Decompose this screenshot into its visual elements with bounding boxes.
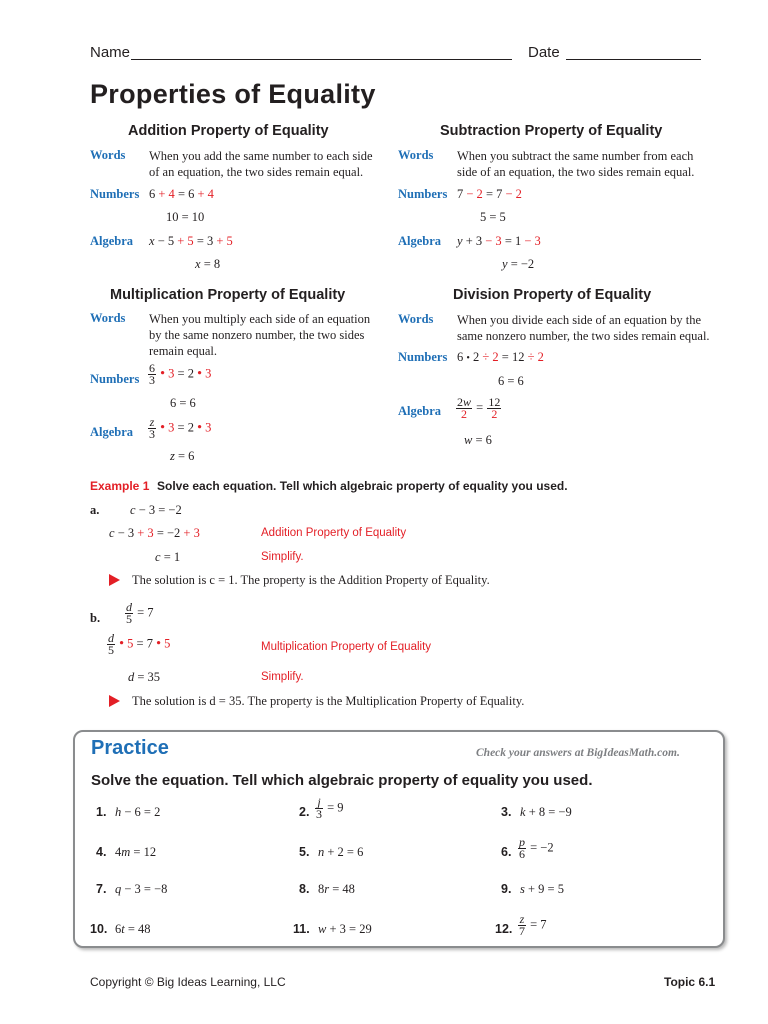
problem-5-equation: n + 2 = 6 <box>318 845 364 859</box>
multiplication-heading: Multiplication Property of Equality <box>110 287 346 303</box>
division-algebra-label: Algebra <box>398 404 442 418</box>
example-instruction: Solve each equation. Tell which algebraic property of equality you used. <box>157 479 568 493</box>
subtraction-algebra-eq: y + 3 − 3 = 1 − 3 <box>457 234 541 248</box>
subtraction-heading: Subtraction Property of Equality <box>440 123 663 139</box>
multiplication-algebra-result: z = 6 <box>170 449 195 463</box>
multiplication-words-label: Words <box>90 311 126 325</box>
problem-8-equation: 8r = 48 <box>318 882 355 896</box>
solution-arrow-icon <box>109 574 120 586</box>
addition-algebra-result: x = 8 <box>195 257 221 271</box>
division-words-label: Words <box>398 312 434 326</box>
practice-check-link[interactable]: Check your answers at BigIdeasMath.com. <box>476 747 680 759</box>
date-label: Date <box>528 44 560 61</box>
example-a-label: a. <box>90 503 100 517</box>
problem-11-equation: w + 3 = 29 <box>318 922 372 936</box>
solution-arrow-icon <box>109 695 120 707</box>
problem-9-number: 9. <box>501 882 512 896</box>
subtraction-numbers-result: 5 = 5 <box>480 210 506 224</box>
example-b-solution: The solution is d = 35. The property is the Multiplication Property of Equality. <box>132 694 525 708</box>
problem-12-number: 12. <box>495 922 513 936</box>
example-b-note1: Multiplication Property of Equality <box>261 641 432 653</box>
problem-2-number: 2. <box>299 805 310 819</box>
example-a-note1: Addition Property of Equality <box>261 527 407 539</box>
division-algebra-result: w = 6 <box>464 433 492 447</box>
subtraction-numbers-label: Numbers <box>398 187 448 201</box>
problem-11-number: 11. <box>293 922 310 936</box>
division-algebra-eq: $\frac{2w}{2}$ = $\frac{12}{2}$ <box>457 395 501 421</box>
example-label: Example 1 <box>90 479 150 493</box>
addition-algebra-eq: x − 5 + 5 = 3 + 5 <box>149 234 233 248</box>
problem-5-number: 5. <box>299 845 310 859</box>
subtraction-algebra-label: Algebra <box>398 234 442 248</box>
addition-numbers-eq: 6 + 4 = 6 + 4 <box>149 187 214 201</box>
addition-numbers-label: Numbers <box>90 187 140 201</box>
problem-4-equation: 4m = 12 <box>115 845 157 859</box>
addition-algebra-label: Algebra <box>90 234 134 248</box>
example-b-step1: $\frac{d}{5}$ • 5 = 7 • 5 <box>108 631 171 657</box>
problem-1-equation: h − 6 = 2 <box>115 805 161 819</box>
division-numbers-result: 6 = 6 <box>498 374 524 388</box>
problem-6-equation: $\frac{p}{6}$ = −2 <box>519 835 554 861</box>
division-words: When you divide each side of an equation by the same nonzero number, the two sides remain equal. <box>457 313 710 343</box>
multiplication-numbers-result: 6 = 6 <box>170 396 196 410</box>
multiplication-numbers-label: Numbers <box>90 372 140 386</box>
problem-1-number: 1. <box>96 805 107 819</box>
multiplication-algebra-label: Algebra <box>90 425 134 439</box>
example-b-label: b. <box>90 611 101 625</box>
example-b-note2: Simplify. <box>261 671 304 683</box>
name-line[interactable] <box>131 59 512 60</box>
problem-3-equation: k + 8 = −9 <box>520 805 572 819</box>
problem-2-equation: $\frac{j}{3}$ = 9 <box>316 795 344 821</box>
practice-instruction: Solve the equation. Tell which algebraic property of equality you used. <box>91 772 593 789</box>
multiplication-numbers-eq: $\frac{6}{3}$ • 3 = 2 • 3 <box>149 361 212 387</box>
subtraction-words-label: Words <box>398 148 434 162</box>
problem-4-number: 4. <box>96 845 107 859</box>
problem-7-equation: q − 3 = −8 <box>115 882 168 896</box>
problem-9-equation: s + 9 = 5 <box>520 882 564 896</box>
topic-label: Topic 6.1 <box>664 975 716 989</box>
problem-8-number: 8. <box>299 882 310 896</box>
example-b-step2: d = 35 <box>128 670 161 684</box>
problem-7-number: 7. <box>96 882 107 896</box>
name-label: Name <box>90 44 131 61</box>
division-numbers-label: Numbers <box>398 350 448 364</box>
subtraction-numbers-eq: 7 − 2 = 7 − 2 <box>457 187 522 201</box>
subtraction-algebra-result: y = −2 <box>502 257 535 271</box>
example-a-step2: c = 1 <box>155 550 181 564</box>
problem-3-number: 3. <box>501 805 512 819</box>
example-b-equation: $\frac{d}{5}$ = 7 <box>126 600 154 626</box>
subtraction-words: When you subtract the same number from each side of an equation, the two sides remain equal. <box>457 149 695 179</box>
problem-6-number: 6. <box>501 845 512 859</box>
addition-heading: Addition Property of Equality <box>128 123 329 139</box>
date-line[interactable] <box>566 59 701 60</box>
problem-10-equation: 6t = 48 <box>115 922 151 936</box>
division-heading: Division Property of Equality <box>453 287 652 303</box>
division-numbers-eq: 6 • 2 ÷ 2 = 12 ÷ 2 <box>457 350 544 364</box>
example-a-equation: c − 3 = −2 <box>130 503 182 517</box>
multiplication-words: When you multiply each side of an equation by the same nonzero number, the two sides remain equal. <box>149 312 371 358</box>
addition-words: When you add the same number to each side of an equation, the two sides remain equal. <box>149 149 373 179</box>
addition-numbers-result: 10 = 10 <box>166 210 205 224</box>
example-a-solution: The solution is c = 1. The property is the Addition Property of Equality. <box>132 573 490 587</box>
problem-10-number: 10. <box>90 922 108 936</box>
example-a-step1: c − 3 + 3 = −2 + 3 <box>109 526 200 540</box>
problem-12-equation: $\frac{z}{7}$ = 7 <box>519 912 547 938</box>
addition-words-label: Words <box>90 148 126 162</box>
multiplication-algebra-eq: $\frac{z}{3}$ • 3 = 2 • 3 <box>149 415 212 441</box>
page-title: Properties of Equality <box>90 79 376 109</box>
practice-box <box>73 730 725 948</box>
copyright: Copyright © Big Ideas Learning, LLC <box>90 975 286 989</box>
example-a-note2: Simplify. <box>261 551 304 563</box>
practice-title: Practice <box>91 737 169 759</box>
